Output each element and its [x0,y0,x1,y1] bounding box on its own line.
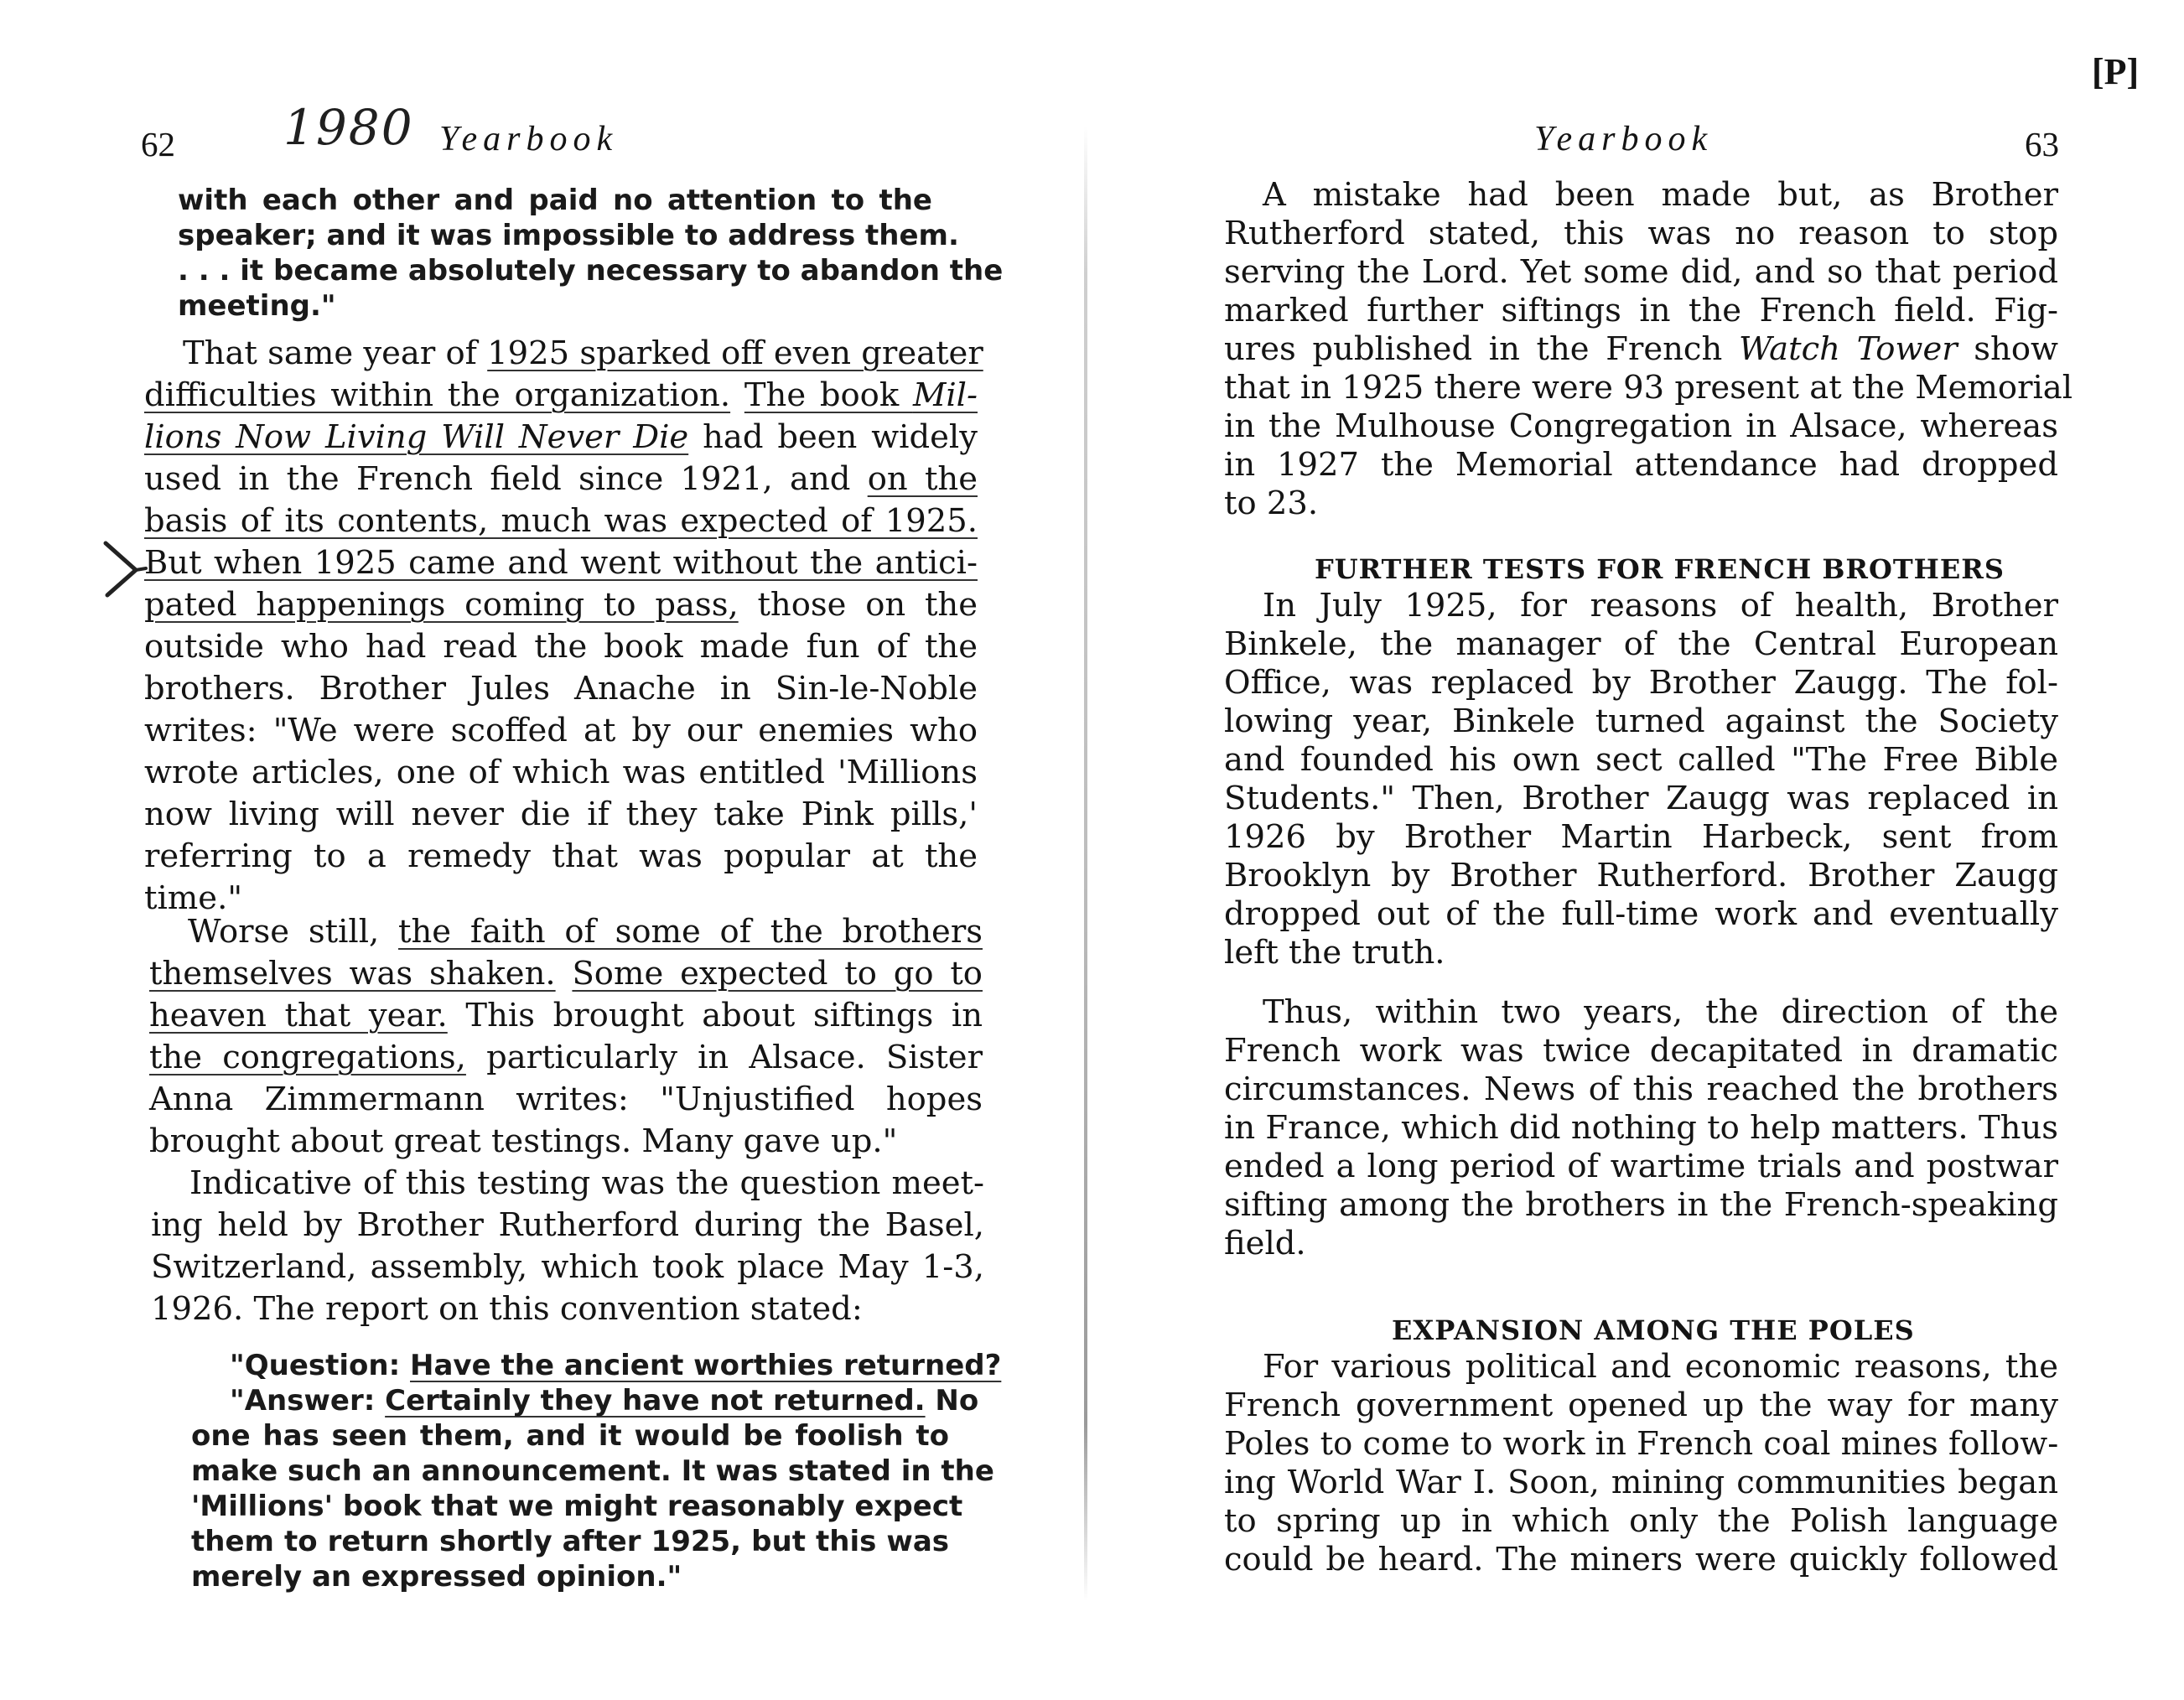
running-head-right: Yearbook [1534,120,1714,158]
text-line: to spring up in which only the Polish language [1224,1502,2058,1540]
text-line: Anna Zimmermann writes: "Unjustified hopes [149,1081,983,1118]
underlined-text: the congregations, [149,1039,466,1076]
text-line: serving the Lord. Yet some did, and so that period [1224,253,2058,291]
text-line: 1926. The report on this convention stated: [151,1290,863,1328]
text-line: and founded his own sect called "The Free Bible [1224,741,2058,779]
underlined-text: pated happenings coming to pass, [144,586,739,624]
text-line: wrote articles, one of which was entitled 'Millions [144,754,978,791]
quote-line: meeting." [178,289,336,323]
text-line: 1926 by Brother Martin Harbeck, sent from [1224,818,2058,856]
quote-line: them to return shortly after 1925, but this was [191,1525,949,1558]
underlined-text: The book [744,376,913,414]
text-line: in 1927 the Memorial attendance had dropped [1224,446,2058,484]
text-line: referring to a remedy that was popular at the [144,837,978,875]
publication-title: Watch Tower [1738,330,1958,368]
underlined-text: heaven that year. [149,997,448,1034]
text-line: left the truth. [1224,934,1445,972]
text-line: Binkele, the manager of the Central European [1224,625,2058,663]
text-line: Switzerland, assembly, which took place May 1-3, [151,1248,984,1286]
underlined-line: But when 1925 came and went without the antici- [144,544,978,582]
text-line: brought about great testings. Many gave up." [149,1122,898,1160]
question-answer-quote [191,1348,1002,1594]
text-line: circumstances. News of this reached the brothers [1224,1070,2058,1108]
underlined-text: 1925 sparked off even greater [487,334,983,372]
quote-line: make such an announcement. It was stated in the [191,1454,994,1488]
text-line: ing World War I. Soon, mining communities began [1224,1464,2058,1501]
underlined-line: basis of its contents, much was expected of 1925. [144,502,978,540]
text-line: sifting among the brothers in the French-speaking [1224,1186,2058,1224]
quote-line: 'Millions' book that we might reasonably expect [191,1490,963,1523]
quote-line: speaker; and it was impossible to address them. [178,219,959,252]
text-line: ended a long period of wartime trials and postwar [1224,1148,2058,1185]
paragraph-mistake [1224,176,2073,523]
text-line: lowing year, Binkele turned against the Society [1224,702,2058,740]
quote-line: . . . it became absolutely necessary to abandon the [178,254,1004,288]
text-line [149,953,983,995]
left-page [0,0,1082,1700]
text-line: that in 1925 there were 93 present at the Memorial [1224,369,2073,407]
paragraph-worse-still [149,911,983,1163]
text-line: French government opened up the way for many [1224,1386,2058,1424]
underlined-text: Have the ancient worthies returned? [410,1349,1002,1382]
text-line: the congregations, particularly in Alsace. Sister [149,1039,983,1076]
paragraph-poles [1224,1348,2058,1579]
underlined-text: on the [867,460,978,498]
section-heading-poles: EXPANSION AMONG THE POLES [1392,1314,1915,1346]
handwritten-year-annotation: 1980 [283,99,414,156]
section-heading-further-tests: FURTHER TESTS FOR FRENCH BROTHERS [1315,553,2005,585]
text-line: French work was twice decapitated in dramatic [1224,1032,2058,1070]
quote-line: with each other and paid no attention to the [178,184,932,217]
text-line: dropped out of the full-time work and eventually [1224,895,2058,933]
text-line: Office, was replaced by Brother Zaugg. The fol- [1224,664,2058,702]
text-line: Indicative of this testing was the question meet- [189,1164,984,1202]
text-line: That same year of 1925 sparked off even greater [183,334,983,372]
text-line: ing held by Brother Rutherford during the Basel, [151,1206,984,1244]
text-line: field. [1224,1225,1306,1262]
handwritten-check-mark [99,536,149,604]
text-line: outside who had read the book made fun of the [144,628,978,666]
right-page [1090,0,2184,1700]
text-line: Brooklyn by Brother Rutherford. Brother Zaugg [1224,857,2058,894]
text-line: Rutherford stated, this was no reason to stop [1224,215,2058,252]
underlined-text: the faith of some of the brothers [398,913,983,951]
text-line: heaven that year. This brought about siftings in [149,997,983,1034]
page-number-right: 63 [2025,125,2059,163]
page-number-left: 62 [141,125,175,163]
text-line: now living will never die if they take Pink pills,' [144,796,978,833]
underlined-text: themselves was shaken. [149,955,556,993]
question-line: "Question: Have the ancient worthies returned? [230,1349,1002,1382]
text-line: Thus, within two years, the direction of the [1263,993,2058,1031]
page-marker: [P] [2092,51,2140,92]
paragraph-1925-difficulties [144,333,983,920]
text-line: Poles to come to work in French coal mines follow- [1224,1425,2059,1463]
book-title-text: lions Now Living Will Never Die [144,418,689,456]
text-line: writes: "We were scoffed at by our enemies who [144,712,978,749]
running-head-left: Yearbook [439,120,619,158]
text-line: In July 1925, for reasons of health, Brother [1263,587,2058,625]
text-line: ures published in the French Watch Tower show [1224,330,2058,368]
underlined-text: difficulties within the organization. [144,376,731,414]
text-line [144,375,978,417]
quote-continuation [178,183,1004,324]
text-line: marked further siftings in the French field. Fig- [1224,292,2058,329]
text-line: in the Mulhouse Congregation in Alsace, whereas [1224,407,2058,445]
text-line: brothers. Brother Jules Anache in Sin-le-Noble [144,670,978,707]
text-line: Worse still, the faith of some of the brothers [188,913,983,951]
book-gutter [1084,126,1087,1601]
text-line: lions Now Living Will Never Die had been widely [144,418,978,456]
text-line: to 23. [1224,485,1319,522]
underlined-text: Some expected to go to [572,955,983,993]
paragraph-two-years [1224,993,2058,1263]
text-line: pated happenings coming to pass, those on the [144,586,978,624]
text-line: used in the French field since 1921, and on the [144,460,978,498]
text-line: For various political and economic reasons, the [1263,1348,2058,1386]
text-line: in France, which did nothing to help matters. Thus [1224,1109,2058,1147]
underlined-text: Certainly they have not returned. [385,1384,926,1418]
book-title-text: Mil- [912,376,978,414]
text-line: could be heard. The miners were quickly followed [1224,1541,2058,1578]
text-line: time." [144,879,243,917]
paragraph-july-1925 [1224,587,2058,972]
quote-line: one has seen them, and it would be foolish to [191,1419,949,1453]
answer-line: "Answer: Certainly they have not returned. No [230,1384,979,1418]
text-line: Students." Then, Brother Zaugg was replaced in [1224,780,2058,817]
text-line: A mistake had been made but, as Brother [1263,176,2058,214]
quote-line: merely an expressed opinion." [191,1560,682,1594]
paragraph-question-meeting [151,1163,984,1330]
